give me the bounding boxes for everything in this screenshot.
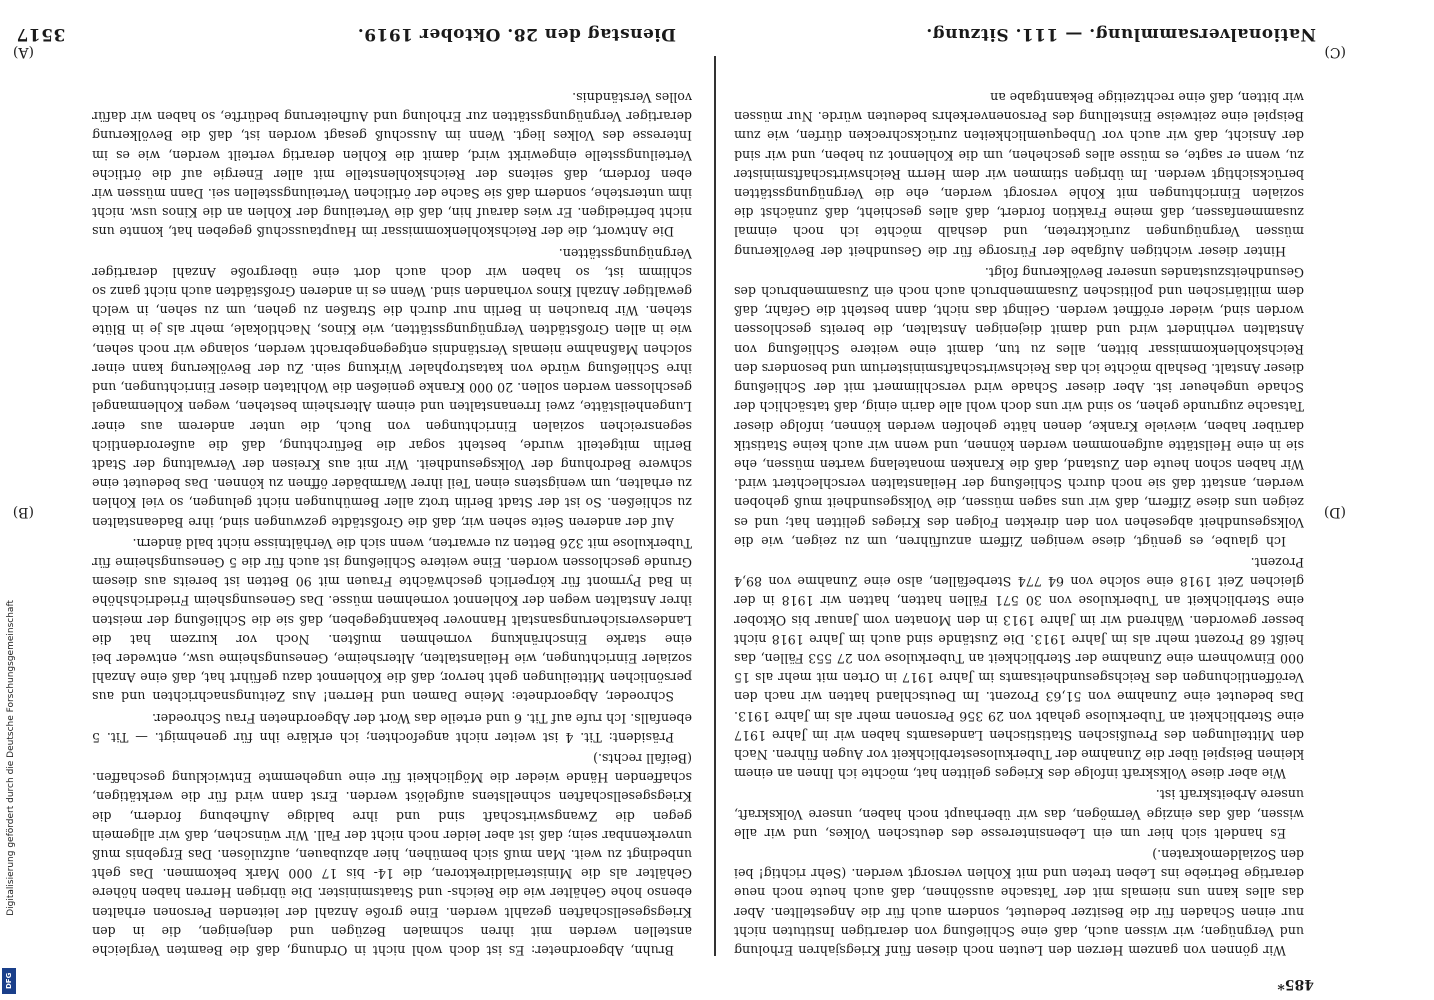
paragraph: Es handelt sich hier um ein Lebensinteresse des deutschen Volkes, und wir alle wissen, daß das einzige Vermögen, das wir überhaupt noch haben, unsere Volkskraft, unsere Arbeitskraft ist. <box>734 787 1304 841</box>
margin-letter-c: (C) <box>1324 44 1346 60</box>
page-number: 3517 <box>16 24 66 44</box>
paragraph: Wie aber diese Volkskraft infolge des Krieges gelitten hat, möchte ich Ihnen an einem kleinen Beispiel über die Zunahme der Tuberkulosesterblichkeit vor Augen führen. Nach den Mitteilungen des Preußischen Statistischen Landesamts haben wir im Jahre 1917 eine Sterblichkeit an Tuberkulose gehabt von 29 356 Personen mehr als im Jahre 1913. Das bedeutet eine Zunahme von 51,63 Prozent. Im Deutschland hatten wir nach den Veröffentlichungen des Reichsgesundheitsamts im Jahre 1917 in Orten mit mehr als 15 000 Einwohnern eine Zunahme der Sterblichkeit an Tuberkulose von 27 553 Fällen, das heißt 68 Prozent mehr als im Jahre 1913. Die Zustände sind auch im Jahre 1918 nicht besser geworden. Während wir im Jahre 1913 in den Monaten vom Januar bis Oktober eine Sterblichkeit an Tuberkulose von 30 571 Fällen hatten, hatten wir 1918 in der gleichen Zeit 1918 eine solche von 64 774 Sterbefällen, also eine Zunahme von 89,4 Prozent. <box>734 554 1304 782</box>
margin-letter-d: (D) <box>1323 504 1346 520</box>
right-column <box>734 60 1304 960</box>
header-left: Nationalversammlung. — 111. Sitzung. <box>925 24 1316 44</box>
digitization-credit: Digitalisierung gefördert durch die Deutsche Forschungsgemeinschaft <box>6 600 16 916</box>
paragraph: Die Antwort, die der Reichskohlenkommissar im Hauptausschuß gegeben hat, konnte uns nicht befriedigen. Er wies darauf hin, daß die Verteilung der Kohlen an die Kinos usw. nicht ihm unterstehe, sondern daß sie Sache der örtlichen Verteilungsstellen sei. Dann müssen wir eben fordern, daß seitens der Reichskohlenstelle mit aller Energie auf die örtliche Verteilungsstelle eingewirkt wird, damit die Kohlen derartig verteilt werden, wie es im Interesse des Volkes liegt. Wenn im Ausschuß gesagt worden ist, daß die Bevölkerung derartiger Vergnügungsstätten zur Erholung und Aufheiterung bedürfte, so haben wir dafür volles Verständnis. <box>92 90 692 240</box>
page-header <box>16 16 1316 50</box>
dfg-logo-icon: DFG <box>2 968 16 994</box>
left-column <box>92 60 692 960</box>
paragraph: Hinter dieser wichtigen Aufgabe der Fürsorge für die Gesundheit der Bevölkerung müssen Vergnügungen zurücktreten, und deshalb möchte ich noch einmal zusammenfassen, daß meine Fraktion fordert, daß alles geschieht, daß zunächst die sozialen Einrichtungen mit Kohle versorgt werden, ehe die Vergnügungsstätten berücksichtigt werden. Im übrigen stimmen wir dem Herrn Reichswirtschaftsminister zu, wenn er sagte, es müsse alles geschehen, um die Kohlennot zu heben, und wir sind der Ansicht, daß wir auch vor Unbequemlichkeiten zurückschrecken dürfen, wie zum Beispiel eine zeitweise Einstellung des Personenverkehrs bedeuten würde. Nur müssen wir bitten, daß eine rechtzeitige Bekanntgabe an <box>734 90 1304 259</box>
header-date: Dienstag den 28. Oktober 1919. <box>357 24 676 44</box>
column-divider <box>714 56 716 956</box>
paragraph: Bruhn, Abgeordneter: Es ist doch wohl nicht in Ordnung, daß die Beamten Vergleiche anstellen werden mit ihren schmalen Bezügen und denjenigen, die in den Kriegsgesellschaften gezahlt werden. Eine große Anzahl der leitenden Personen erhalten ebenso hohe Gehälter wie die Reichs- und Staatsminister. Die übrigen Herren haben höhere Gehälter als die Ministerialdirektoren, die 14- bis 17 000 Mark bekommen. Das geht unbedingt zu weit. Man muß sich bemühen, hier abzubauen, aufzulösen. Das Ergebnis muß unverkennbar sein; daß ist aber leider noch nicht der Fall. Wir wünschen, daß wir allgemein gegen die Zwangswirtschaft sind und ihre baldige Aufhebung fordern, die Kriegsgesellschaften schnellstens aufgelöst werden. Erst dann wird für die werktätigen, schaffenden Hände wieder die Möglichkeit für eine ungehemmte Entwicklung geschaffen. (Beifall rechts.) <box>92 750 692 958</box>
paragraph: Präsident: Tit. 4 ist weiter nicht angefochten; ich erkläre ihn für genehmigt. — Tit. 5 ebenfalls. Ich rufe auf Tit. 6 und erteile das Wort der Abgeordneten Frau Schroeder. <box>92 710 692 745</box>
paragraph: Wir gönnen von ganzem Herzen den Leuten noch diesen fünf Kriegsjahren Erholung und Vergnügen; wir wissen auch, daß eine Schließung von derartigen Instituten nicht nur einen Schaden für die Besitzer bedeutet, sondern auch für die Angestellten. Aber das alles kann uns niemals mit der Tatsache aussöhnen, daß auch heute noch neue derartige Betriebe ins Leben treten und mit Kohlen versorgt werden. (Sehr richtig! bei den Sozialdemokraten.) <box>734 846 1304 958</box>
margin-letter-a: (A) <box>12 44 34 60</box>
footer-number: 485* <box>1277 976 1314 992</box>
paragraph: Auf der anderen Seite sehen wir, daß die Großstädte gezwungen sind, ihre Badeanstalten zu schließen. So ist der Stadt Berlin trotz aller Bemühungen nicht gelungen, so viel Kohlen zu erhalten, um wenigstens einen Teil ihrer Warmbäder öffnen zu können. Das bedeutet eine schwere Bedrohung der Volksgesundheit. Wir mit aus Kreisen der Verwaltung der Stadt Berlin mitgeteilt wurde, besteht sogar die Befürchtung, daß die außerordentlich segensreichen sozialen Einrichtungen von Buch, die unter anderem aus einer Lungenheilstätte, zwei Irrenanstalten und einem Altersheim bestehen, wegen Kohlenmangel geschlossen werden sollen. 20 000 Kranke genießen die Wohltaten dieser Einrichtungen, und ihre Schließung würde von katastrophaler Wirkung sein. Zu der Bevölkerung kann einer solchen Maßnahme niemals Verständnis entgegengebracht werden, solange wir noch sehen, wie in allen Großstädten Vergnügungsstätten, wie Kinos, Nachtlokale, mehr als je in Blüte stehen. Wir brauchen in Berlin nur durch die Straßen zu gehen, um zu sehen, in welch gewaltiger Anzahl Kinos vorhanden sind. Wenn es in anderen Großstädten auch nicht ganz so schlimm ist, so haben wir doch auch dort eine übergroße Anzahl derartiger Vergnügungsstätten. <box>92 245 692 530</box>
paragraph: Ich glaube, es genügt, diese wenigen Ziffern anzuführen, um zu zeigen, wie die Volksgesundheit abgesehen von den direkten Folgen des Krieges gelitten hat; und es zeigen uns diese Ziffern, daß wir uns sagen müssen, die Volksgesundheit muß gehoben werden, anstatt daß sie noch durch Schließung der Heilanstalten verschlechtert wird. Wir haben schon heute den Zustand, daß die Kranken monatelang warten müssen, ehe sie in eine Heilstätte aufgenommen werden können, und wenn wir auch keine Statistik darüber haben, wieviele Kranke, denen hätte geholfen werden können, infolge dieser Tatsache zugrunde gehen, so sind wir uns doch wohl alle darin einig, daß tatsächlich der Schade ungeheuer ist. Aber dieser Schade wird verschlimmert mit der Schließung dieser Anstalt. Deshalb möchte ich das Reichswirtschaftsministerium und besonders den Reichskohlenkommissar bitten, alles zu tun, damit eine weitere Schließung von Anstalten verhindert wird und damit diejenigen Anstalten, die bereits geschlossen worden sind, wieder eröffnet werden. Gelingt das nicht, dann besteht die Gefahr, daß dem militärischen und politischen Zusammenbruch auch noch ein Zusammenbruch des Gesundheitszustandes unserer Bevölkerung folgt. <box>734 264 1304 549</box>
margin-letter-b: (B) <box>12 504 34 520</box>
paragraph: Schroeder, Abgeordnete: Meine Damen und Herren! Aus Zeitungsnachrichten und aus persönlichen Mitteilungen geht hervor, daß die Kohlennot dazu geführt hat, daß eine Anzahl sozialer Einrichtungen, wie Heilanstalten, Altersheime, Genesungsheime usw., entweder bei eine starke Einschränkung vornehmen mußten. Noch vor kurzem hat die Landesversicherungsanstalt Hannover bekanntgegeben, daß sie die Schließung der meisten ihrer Anstalten wegen der Kohlennot vornehmen müsse. Das Genesungsheim Friedrichshöhe in Bad Pyrmont für körperlich geschwächte Frauen mit 90 Betten ist bereits aus diesem Grunde geschlossen worden. Eine weitere Schließung ist auch für die 5 Genesungsheime für Tuberkulose mit 326 Betten zu erwarten, wenn sich die Verhältnisse nicht bald ändern. <box>92 535 692 705</box>
